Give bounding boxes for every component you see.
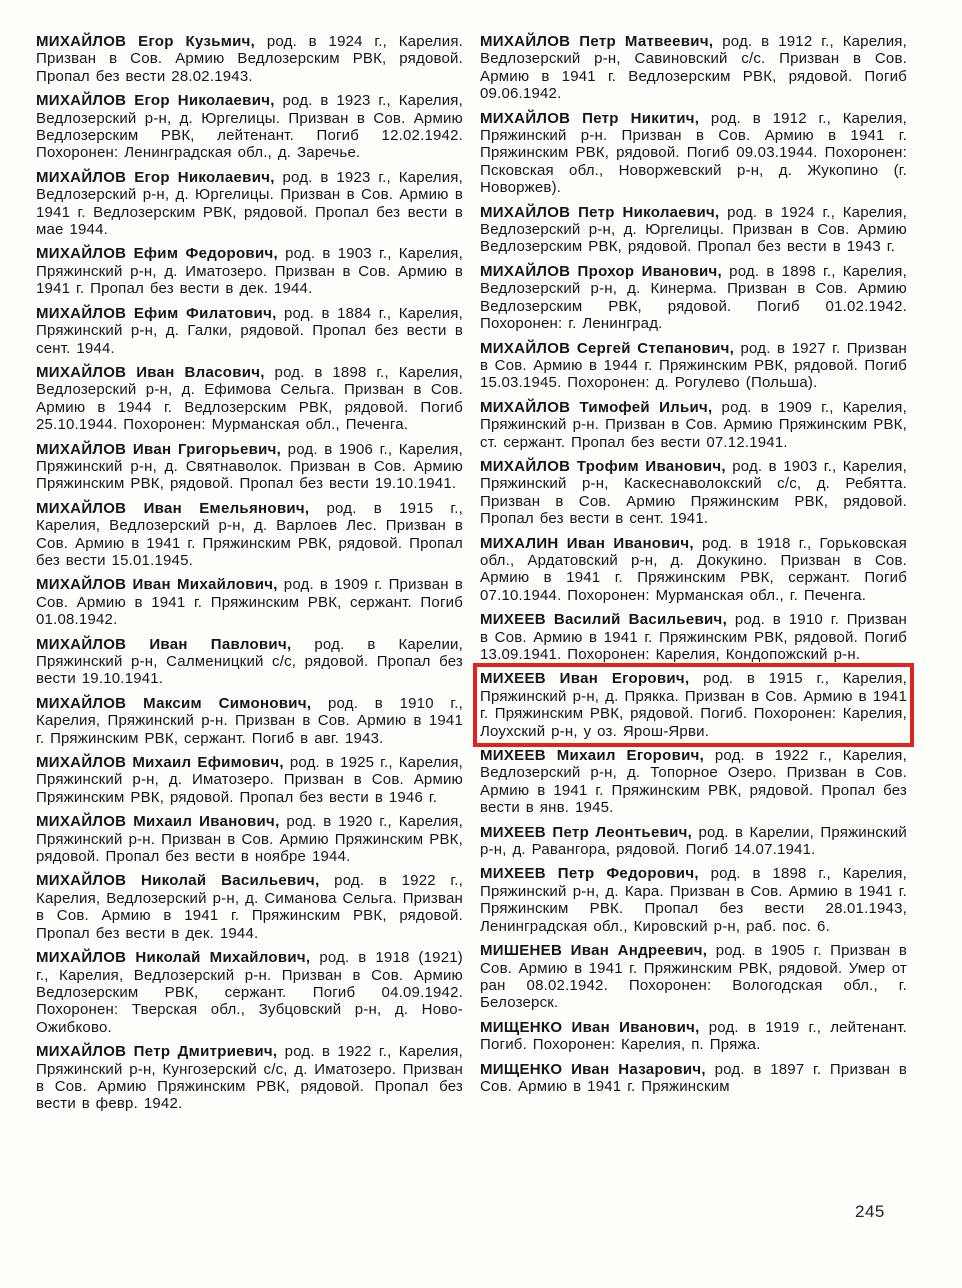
- entry-person-name: МИХАЙЛОВ Тимофей Ильич,: [480, 398, 713, 416]
- entry-person-name: МИХАЙЛОВ Михаил Иванович,: [36, 813, 280, 831]
- entry-details: род. в 1912 г., Карелия, Ведлозерский р-н, Савиновский с/с. Призван в Сов. Армию в 1941 г. Ведлозерским РВК, рядовой. Погиб 09.06.1942.: [480, 33, 907, 103]
- entry-details: род. в 1906 г., Карелия, Пряжинский р-н, д. Святнаволок. Призван в Сов. Армию Пряжинским РВК, рядовой. Пропал без вести 19.10.1941.: [36, 440, 463, 493]
- entry-details: род. в 1903 г., Карелия, Пряжинский р-н, д. Иматозеро. Призван в Сов. Армию в 1941 г. Пропал без вести в дек. 1944.: [36, 245, 463, 298]
- memorial-entry: [480, 204, 907, 256]
- entry-details: род. в 1898 г., Карелия, Пряжинский р-н, д. Кара. Призван в Сов. Армию в 1941 г. Пряжинским РВК. Пропал без вести 28.01.1943, Ленинградская обл., Кировский р-н, раб. пос. 6.: [480, 865, 908, 935]
- entry-details: род. в 1923 г., Карелия, Ведлозерский р-н, д. Юргелицы. Призван в Сов. Армию в 1941 г. Ведлозерским РВК, рядовой. Пропал без вести в мае 1944.: [36, 168, 464, 239]
- entry-details: род. в 1922 г., Карелия, Пряжинский р-н, Кунгозерский с/с, д. Иматозеро. Призван в Сов. Армию Пряжинским РВК, рядовой. Пропал без вести в февр. 1942.: [36, 1043, 463, 1113]
- memorial-entry: [480, 110, 907, 197]
- entry-person-name: МИХАЙЛОВ Петр Николаевич,: [480, 203, 720, 221]
- entry-details: род. в 1924 г., Карелия. Призван в Сов. Армию Ведлозерским РВК, рядовой. Пропал без вести 28.02.1943.: [36, 33, 464, 85]
- entry-details: род. в 1912 г., Карелия, Пряжинский р-н. Призван в Сов. Армию в 1941 г. Пряжинским РВК, рядовой. Погиб 09.03.1944. Похоронен: Псковская обл., Новоржевский р-н, д. Жукопино (г. Новоржев).: [480, 109, 908, 197]
- entry-details: род. в 1905 г. Призван в Сов. Армию в 1941 г. Пряжинским РВК, рядовой. Умер от ран 08.02.1942. Похоронен: Вологодская обл., г. Белозерск.: [480, 942, 907, 1012]
- entry-person-name: МИЩЕНКО Иван Назарович,: [480, 1060, 706, 1078]
- memorial-entry: [480, 611, 907, 663]
- entry-details: род. в 1903 г., Карелия, Пряжинский р-н, Каскеснаволокский с/с, д. Ребятта. Призван в Сов. Армию Пряжинским РВК, рядовой. Пропал без вести в сент. 1941.: [480, 457, 908, 528]
- entry-details: род. в 1925 г., Карелия, Пряжинский р-н, д. Иматозеро. Призван в Сов. Армию Пряжинским РВК, рядовой. Пропал без вести в 1946 г.: [36, 754, 464, 806]
- entry-person-name: МИХАЙЛОВ Сергей Степанович,: [480, 339, 735, 357]
- memorial-entry: [36, 1043, 463, 1113]
- entry-details: род. в Карелии, Пряжинский р-н, Салменицкий с/с, рядовой. Пропал без вести 19.10.1941.: [36, 635, 463, 688]
- entry-details: род. в 1920 г., Карелия, Пряжинский р-н. Призван в Сов. Армию Пряжинским РВК, рядовой. Пропал без вести в ноябре 1944.: [36, 813, 463, 866]
- entry-details: род. в 1897 г. Призван в Сов. Армию в 1941 г. Пряжинским: [480, 1060, 907, 1095]
- memorial-entry: [480, 263, 907, 333]
- memorial-entry: [480, 535, 907, 605]
- entry-person-name: МИХАЙЛОВ Ефим Филатович,: [36, 304, 277, 322]
- text-columns: [36, 33, 907, 1113]
- memorial-entry: [36, 949, 463, 1036]
- entry-details: род. в 1922 г., Карелия, Ведлозерский р-н, д. Симанова Сельга. Призван в Сов. Армию в 1941 г. Пряжинским РВК, рядовой. Пропал без вести в дек. 1944.: [36, 872, 463, 942]
- memorial-entry: [480, 747, 907, 817]
- entry-person-name: МИХАЙЛОВ Иван Власович,: [36, 363, 265, 381]
- entry-person-name: МИХАЙЛОВ Иван Павлович,: [36, 635, 292, 653]
- entry-person-name: МИХЕЕВ Иван Егорович,: [480, 670, 690, 688]
- right-column: [480, 33, 907, 1113]
- entry-person-name: МИХАЙЛОВ Петр Никитич,: [480, 109, 700, 127]
- entry-person-name: МИЩЕНКО Иван Иванович,: [480, 1018, 700, 1036]
- memorial-entry: [36, 872, 463, 942]
- entry-details: род. в Карелии, Пряжинский р-н, д. Равангора, рядовой. Погиб 14.07.1941.: [480, 823, 907, 859]
- entry-details: род. в 1915 г., Карелия, Пряжинский р-н, д. Прякка. Призван в Сов. Армию в 1941 г. Пряжинским РВК, рядовой. Погиб. Похоронен: Карелия, Лоухский р-н, у оз. Ярош-Ярви.: [480, 670, 908, 740]
- memorial-entry: [36, 169, 463, 239]
- entry-details: род. в 1919 г., лейтенант. Погиб. Похоронен: Карелия, п. Пряжа.: [480, 1018, 907, 1054]
- memorial-entry: [480, 824, 907, 859]
- memorial-entry: [36, 576, 463, 628]
- entry-details: род. в 1927 г. Призван в Сов. Армию в 1944 г. Пряжинским РВК, рядовой. Погиб 15.03.1945. Похоронен: д. Рогулево (Польша).: [480, 339, 908, 392]
- entry-person-name: МИХЕЕВ Петр Леонтьевич,: [480, 823, 693, 841]
- entry-details: род. в 1884 г., Карелия, Пряжинский р-н, д. Галки, рядовой. Пропал без вести в сент. 1944.: [36, 304, 463, 357]
- memorial-entry: [480, 399, 907, 451]
- memorial-entry: [36, 754, 463, 806]
- memorial-entry: [36, 245, 463, 297]
- entry-person-name: МИШЕНЕВ Иван Андреевич,: [480, 942, 708, 960]
- memorial-entry: [36, 305, 463, 357]
- memorial-entry: [480, 33, 907, 103]
- entry-person-name: МИХАЙЛОВ Иван Михайлович,: [36, 576, 278, 594]
- entry-person-name: МИХЕЕВ Василий Васильевич,: [480, 611, 728, 629]
- entry-details: род. в 1918 г., Горьковская обл., Ардатовский р-н, д. Докукино. Призван в Сов. Армию в 1941 г. Пряжинским РВК, сержант. Погиб 07.10.1944. Похоронен: Мурманская обл., г. Печенга.: [480, 534, 907, 604]
- entry-person-name: МИХАЙЛОВ Трофим Иванович,: [480, 457, 726, 475]
- entry-person-name: МИХАЙЛОВ Ефим Федорович,: [36, 245, 278, 263]
- entry-person-name: МИХЕЕВ Михаил Егорович,: [480, 747, 705, 765]
- entry-details: род. в 1909 г. Призван в Сов. Армию в 1941 г. Пряжинским РВК, сержант. Погиб 01.08.1942.: [36, 576, 463, 629]
- memorial-entry-highlighted: [480, 670, 907, 740]
- entry-details: род. в 1923 г., Карелия, Ведлозерский р-н, д. Юргелицы. Призван в Сов. Армию Ведлозерским РВК, лейтенант. Погиб 12.02.1942. Похоронен: Ленинградская обл., д. Заречье.: [36, 92, 464, 162]
- memorial-entry: [480, 1061, 907, 1096]
- memorial-entry: [36, 441, 463, 493]
- memorial-entry: [36, 636, 463, 688]
- entry-details: род. в 1898 г., Карелия, Ведлозерский р-н, д. Кинерма. Призван в Сов. Армию Ведлозерским РВК, рядовой. Погиб 01.02.1942. Похоронен: г. Ленинград.: [480, 262, 907, 333]
- entry-person-name: МИХАЛИН Иван Иванович,: [480, 534, 694, 552]
- memorial-entry: [480, 340, 907, 392]
- entry-person-name: МИХАЙЛОВ Максим Симонович,: [36, 694, 312, 712]
- memorial-entry: [36, 695, 463, 747]
- entry-person-name: МИХАЙЛОВ Егор Николаевич,: [36, 168, 275, 186]
- entry-person-name: МИХАЙЛОВ Иван Григорьевич,: [36, 440, 282, 458]
- entry-person-name: МИХАЙЛОВ Егор Кузьмич,: [36, 33, 256, 50]
- entry-details: род. в 1910 г. Призван в Сов. Армию в 1941 г. Пряжинским РВК, рядовой. Погиб 13.09.1941. Похоронен: Карелия, Кондопожский р-н.: [480, 611, 908, 663]
- entry-details: род. в 1898 г., Карелия, Ведлозерский р-н, д. Ефимова Сельга. Призван в Сов. Армию в 1944 г. Ведлозерским РВК, рядовой. Погиб 25.10.1944. Похоронен: Мурманская обл., Печенга.: [36, 363, 463, 434]
- memorial-entry: [36, 500, 463, 570]
- memorial-entry: [36, 92, 463, 162]
- entry-person-name: МИХАЙЛОВ Николай Васильевич,: [36, 872, 320, 890]
- entry-details: род. в 1918 (1921) г., Карелия, Ведлозерский р-н. Призван в Сов. Армию Ведлозерским РВК, сержант. Погиб 04.09.1942. Похоронен: Тверская обл., Зубцовский р-н, д. Ново-Ожибково.: [36, 949, 463, 1036]
- entry-person-name: МИХАЙЛОВ Петр Дмитриевич,: [36, 1043, 278, 1061]
- memorial-entry: [36, 813, 463, 865]
- memorial-entry: [36, 33, 463, 85]
- entry-person-name: МИХАЙЛОВ Прохор Иванович,: [480, 262, 723, 280]
- entry-person-name: МИХАЙЛОВ Николай Михайлович,: [36, 949, 311, 967]
- entry-person-name: МИХАЙЛОВ Иван Емельянович,: [36, 499, 310, 517]
- memorial-entry: [480, 865, 907, 935]
- memorial-entry: [480, 1019, 907, 1054]
- entry-person-name: МИХЕЕВ Петр Федорович,: [480, 865, 699, 883]
- entry-details: род. в 1910 г., Карелия, Пряжинский р-н. Призван в Сов. Армию в 1941 г. Пряжинским РВК, сержант. Погиб в авг. 1943.: [36, 694, 464, 747]
- entry-person-name: МИХАЙЛОВ Михаил Ефимович,: [36, 754, 284, 772]
- left-column: [36, 33, 463, 1113]
- entry-details: род. в 1915 г., Карелия, Ведлозерский р-н, д. Варлоев Лес. Призван в Сов. Армию в 1941 г. Пряжинским РВК, рядовой. Пропал без вести 15.01.1945.: [36, 499, 463, 569]
- page-number: 245: [855, 1202, 885, 1221]
- entry-details: род. в 1924 г., Карелия, Ведлозерский р-н, д. Юргелицы. Призван в Сов. Армию Ведлозерским РВК, рядовой. Пропал без вести в 1943 г.: [480, 203, 907, 256]
- entry-person-name: МИХАЙЛОВ Петр Матвеевич,: [480, 33, 714, 50]
- entry-details: род. в 1922 г., Карелия, Ведлозерский р-н, д. Топорное Озеро. Призван в Сов. Армию в 1941 г. Пряжинским РВК, рядовой. Пропал без вести в янв. 1945.: [480, 747, 908, 817]
- memorial-entry: [480, 458, 907, 528]
- memorial-entry: [480, 942, 907, 1012]
- entry-details: род. в 1909 г., Карелия, Пряжинский р-н. Призван в Сов. Армию Пряжинским РВК, ст. сержант. Пропал без вести 07.12.1941.: [480, 398, 907, 451]
- entry-person-name: МИХАЙЛОВ Егор Николаевич,: [36, 92, 275, 110]
- memorial-entry: [36, 364, 463, 434]
